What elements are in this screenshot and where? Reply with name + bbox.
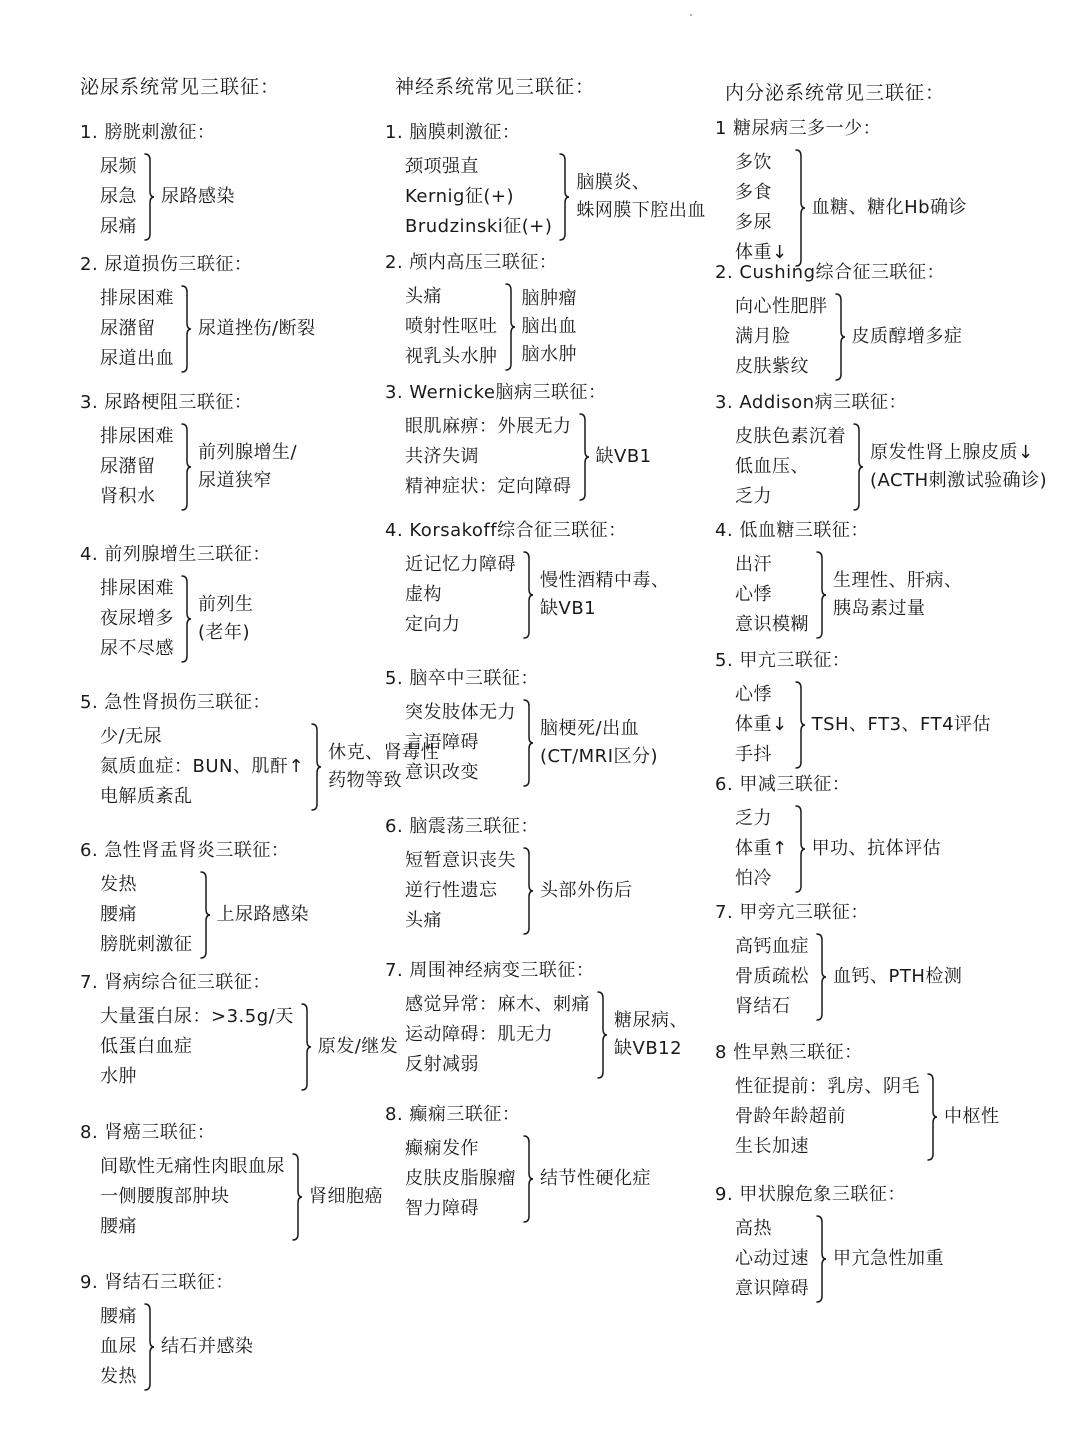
triad-body [735, 292, 963, 382]
triad-body [405, 550, 670, 640]
conclusion-line: 甲亢急性加重 [833, 1248, 944, 1269]
symptom-item: Brudzinski征(+) [405, 216, 553, 237]
triad-conclusion [309, 1183, 383, 1211]
triad-conclusion [833, 1245, 944, 1273]
triad-conclusion [833, 567, 963, 623]
column-heading: 神经系统常见三联征： [395, 76, 596, 98]
curly-brace [193, 870, 217, 960]
symptom-list [100, 722, 304, 812]
triad-conclusion [198, 315, 316, 343]
symptom-list [405, 412, 572, 502]
conclusion-line: 头部外伤后 [540, 880, 633, 901]
curly-brace [294, 1002, 318, 1092]
symptom-item: 少/无尿 [100, 726, 163, 747]
symptom-item: 精神症状：定向障碍 [405, 476, 572, 497]
triad-section [715, 258, 963, 382]
symptom-list [405, 1134, 516, 1224]
conclusion-line: 肾细胞癌 [309, 1186, 383, 1207]
conclusion-line: 缺VB1 [595, 446, 652, 467]
curly-brace [516, 698, 540, 788]
triad-section [80, 836, 309, 960]
triad-body [735, 148, 967, 268]
triad-section [385, 248, 577, 372]
symptom-item: 癫痫发作 [405, 1138, 479, 1159]
triad-title: 4. Korsakoff综合征三联征： [385, 520, 627, 541]
symptom-item: 视乳头水肿 [405, 346, 498, 367]
symptom-item: 头痛 [405, 910, 442, 931]
triad-section [80, 250, 316, 374]
triad-conclusion [198, 439, 297, 495]
symptom-item: 突发肢体无力 [405, 702, 516, 723]
triad-body [735, 1072, 1000, 1162]
curly-brace [137, 152, 161, 242]
triad-section [80, 1118, 383, 1242]
symptom-list [405, 990, 590, 1080]
symptom-list [735, 550, 809, 640]
conclusion-line: 脑梗死/出血 [540, 718, 640, 739]
symptom-item: 皮肤色素沉着 [735, 426, 846, 447]
symptom-item: 膀胱刺激征 [100, 934, 193, 955]
conclusion-line: 药物等致 [328, 770, 403, 791]
triad-section [385, 812, 633, 936]
symptom-item: 氮质血症：BUN、肌酐↑ [100, 756, 305, 777]
conclusion-line: 前列腺增生/ [198, 442, 298, 463]
triad-section [80, 118, 235, 242]
triad-body [735, 550, 963, 640]
triad-conclusion [540, 877, 633, 905]
symptom-item: 运动障碍：肌无力 [405, 1024, 553, 1045]
triad-title: 6. 急性肾盂肾炎三联征： [80, 840, 290, 861]
triad-section [80, 1268, 254, 1392]
triad-title: 5. 急性肾损伤三联征： [80, 692, 271, 713]
triad-conclusion [870, 439, 1047, 495]
symptom-item: 虚构 [405, 584, 442, 605]
symptom-item: 低蛋白血症 [100, 1036, 193, 1057]
triad-body [100, 1002, 398, 1092]
symptom-list [405, 152, 552, 242]
symptom-item: 尿不尽感 [100, 638, 174, 659]
conclusion-line: 原发/继发 [317, 1036, 399, 1057]
symptom-list [735, 292, 828, 382]
curly-brace [174, 422, 198, 512]
symptom-list [735, 1072, 920, 1162]
symptom-item: 骨质疏松 [735, 966, 809, 987]
triad-body [100, 870, 309, 960]
triad-section [385, 1100, 651, 1224]
conclusion-line: 脑膜炎、 [576, 172, 651, 193]
symptom-item: 电解质紊乱 [100, 786, 193, 807]
symptom-item: 颈项强直 [405, 156, 479, 177]
triad-body [405, 698, 658, 788]
symptom-item: 眼肌麻痹：外展无力 [405, 416, 572, 437]
conclusion-line: 血糖、糖化Hb确诊 [811, 197, 968, 218]
symptom-item: 乏力 [735, 486, 772, 507]
triad-body [735, 422, 1047, 512]
triad-title: 4. 前列腺增生三联征： [80, 544, 271, 565]
conclusion-line: 糖尿病、 [614, 1010, 688, 1031]
symptom-item: 智力障碍 [405, 1198, 479, 1219]
conclusion-line: 缺VB1 [540, 598, 597, 619]
symptom-item: 反射减弱 [405, 1054, 479, 1075]
triad-conclusion [540, 715, 658, 771]
symptom-item: 间歇性无痛性肉眼血尿 [100, 1156, 285, 1177]
triad-title: 4. 低血糖三联征： [715, 520, 869, 541]
triad-title: 7. 周围神经病变三联征： [385, 960, 595, 981]
symptom-item: 发热 [100, 874, 137, 895]
symptom-item: 尿潴留 [100, 318, 156, 339]
symptom-item: 发热 [100, 1366, 137, 1387]
symptom-item: 怕冷 [735, 868, 772, 889]
conclusion-line: 缺VB12 [614, 1038, 683, 1059]
triad-conclusion [576, 169, 706, 225]
conclusion-line: (ACTH刺激试验确诊) [870, 470, 1048, 491]
triad-body [405, 152, 706, 242]
triad-conclusion [217, 901, 310, 929]
triad-title: 6. 甲减三联征： [715, 774, 851, 795]
symptom-item: 高钙血症 [735, 936, 809, 957]
triad-conclusion [161, 1333, 254, 1361]
triad-section [715, 1180, 944, 1304]
triad-section [715, 114, 967, 268]
symptom-item: 意识障碍 [735, 1278, 809, 1299]
conclusion-line: 上尿路感染 [216, 904, 309, 925]
triad-section [80, 388, 297, 512]
symptom-item: 心悸 [735, 584, 772, 605]
triad-body [405, 990, 688, 1080]
symptom-list [735, 148, 788, 268]
triad-title: 1. 脑膜刺激征： [385, 122, 521, 143]
triad-conclusion [812, 194, 967, 222]
triad-section [385, 378, 652, 502]
triad-body [100, 574, 271, 664]
symptom-item: 尿痛 [100, 216, 137, 237]
conclusion-line: 前列生 [198, 594, 254, 615]
triad-title: 2. 尿道损伤三联征： [80, 254, 253, 275]
symptom-item: 多食 [735, 182, 772, 203]
triad-section [715, 770, 941, 894]
curly-brace [809, 932, 833, 1022]
triad-title: 2. 颅内高压三联征： [385, 252, 558, 273]
symptom-item: 排尿困难 [100, 426, 174, 447]
conclusion-line: 蛛网膜下腔出血 [576, 200, 706, 221]
symptom-item: 骨龄年龄超前 [735, 1106, 846, 1127]
triad-body [405, 1134, 651, 1224]
curly-brace [552, 152, 576, 242]
curly-brace [516, 550, 540, 640]
symptom-list [405, 846, 516, 936]
triad-conclusion [812, 711, 991, 739]
symptom-list [735, 1214, 809, 1304]
column-heading: 泌尿系统常见三联征： [80, 76, 281, 98]
triad-section [80, 968, 398, 1092]
triad-title: 3. 尿路梗阻三联征： [80, 392, 253, 413]
symptom-item: 近记忆力障碍 [405, 554, 516, 575]
curly-brace [174, 574, 198, 664]
triad-section [715, 516, 963, 640]
triad-title: 7. 甲旁亢三联征： [715, 902, 869, 923]
symptom-item: 生长加速 [735, 1136, 809, 1157]
symptom-item: 手抖 [735, 744, 772, 765]
conclusion-line: 生理性、肝病、 [833, 570, 963, 591]
symptom-item: 尿潴留 [100, 456, 156, 477]
triad-section [715, 646, 991, 770]
curly-brace [174, 284, 198, 374]
curly-brace [920, 1072, 944, 1162]
symptom-item: 意识模糊 [735, 614, 809, 635]
curly-brace [516, 1134, 540, 1224]
triad-conclusion [540, 567, 670, 623]
symptom-item: 低血压、 [735, 456, 809, 477]
symptom-item: 水肿 [100, 1066, 137, 1087]
curly-brace [304, 722, 328, 812]
triad-conclusion [833, 963, 962, 991]
conclusion-line: 休克、肾毒性 [328, 742, 440, 763]
triad-body [100, 152, 235, 242]
conclusion-line: 皮质醇增多症 [851, 326, 963, 347]
triad-section [715, 1038, 1000, 1162]
curly-brace [590, 990, 614, 1080]
triad-section [385, 516, 670, 640]
symptom-item: 多饮 [735, 152, 772, 173]
symptom-item: 高热 [735, 1218, 772, 1239]
triad-title: 8 性早熟三联征： [715, 1042, 863, 1063]
triad-body [100, 1302, 254, 1392]
conclusion-line: 胰岛素过量 [833, 598, 926, 619]
triad-conclusion [812, 835, 942, 863]
triad-title: 1. 膀胱刺激征： [80, 122, 216, 143]
symptom-list [100, 870, 193, 960]
symptom-item: 腰痛 [100, 1306, 137, 1327]
symptom-item: 心动过速 [735, 1248, 809, 1269]
symptom-item: 体重↑ [735, 838, 788, 859]
triad-title: 2. Cushing综合征三联征： [715, 262, 945, 283]
symptom-item: 体重↓ [735, 714, 788, 735]
symptom-list [100, 422, 174, 512]
symptom-list [100, 1002, 294, 1092]
symptom-item: 意识改变 [405, 762, 479, 783]
triad-title: 9. 肾结石三联征： [80, 1272, 234, 1293]
curly-brace [828, 292, 852, 382]
triad-section [385, 118, 706, 242]
triad-title: 5. 甲亢三联征： [715, 650, 851, 671]
symptom-item: 肾结石 [735, 996, 791, 1017]
symptom-item: 尿急 [100, 186, 137, 207]
triad-body [100, 1152, 383, 1242]
symptom-item: 体重↓ [735, 242, 788, 263]
triad-section [385, 664, 658, 788]
symptom-item: 夜尿增多 [100, 608, 174, 629]
symptom-list [735, 932, 809, 1022]
conclusion-line: TSH、FT3、FT4评估 [811, 714, 992, 735]
symptom-item: 排尿困难 [100, 288, 174, 309]
symptom-list [735, 680, 788, 770]
curly-brace [788, 148, 812, 268]
curly-brace [516, 846, 540, 936]
triad-title: 8. 癫痫三联征： [385, 1104, 521, 1125]
triad-body [405, 282, 577, 372]
symptom-list [405, 282, 498, 372]
symptom-item: 皮肤紫纹 [735, 356, 809, 377]
symptom-item: 满月脸 [735, 326, 791, 347]
triad-title: 3. Wernicke脑病三联征： [385, 382, 607, 403]
paper-speck [690, 14, 692, 16]
triad-conclusion [540, 1165, 651, 1193]
triad-section [715, 898, 962, 1022]
curly-brace [498, 282, 522, 372]
symptom-list [100, 1302, 137, 1392]
triad-body [735, 804, 941, 894]
conclusion-line: 中枢性 [944, 1106, 1000, 1127]
symptom-item: 短暂意识丧失 [405, 850, 516, 871]
symptom-item: 性征提前：乳房、阴毛 [735, 1076, 920, 1097]
triad-title: 5. 脑卒中三联征： [385, 668, 539, 689]
symptom-item: 一侧腰腹部肿块 [100, 1186, 230, 1207]
conclusion-line: 尿道狭窄 [198, 470, 272, 491]
symptom-item: 大量蛋白尿：>3.5g/天 [100, 1006, 294, 1027]
triad-conclusion [596, 443, 652, 471]
symptom-item: 乏力 [735, 808, 772, 829]
triad-body [405, 846, 633, 936]
triad-body [735, 680, 991, 770]
symptom-list [100, 574, 174, 664]
conclusion-line: 原发性肾上腺皮质↓ [870, 442, 1034, 463]
conclusion-line: 甲功、抗体评估 [811, 838, 942, 859]
symptom-item: 喷射性呕吐 [405, 316, 498, 337]
symptom-item: 向心性肥胖 [735, 296, 828, 317]
triad-conclusion [161, 183, 235, 211]
conclusion-line: (CT/MRI区分) [540, 746, 659, 767]
conclusion-line: 血钙、PTH检测 [833, 966, 963, 987]
triad-body [735, 932, 962, 1022]
triad-title: 8. 肾癌三联征： [80, 1122, 216, 1143]
symptom-list [405, 550, 516, 640]
curly-brace [809, 1214, 833, 1304]
symptom-list [735, 804, 788, 894]
conclusion-line: 脑出血 [521, 316, 577, 337]
triad-section [385, 956, 688, 1080]
symptom-item: 血尿 [100, 1336, 137, 1357]
symptom-item: 出汗 [735, 554, 772, 575]
triad-title: 9. 甲状腺危象三联征： [715, 1184, 906, 1205]
column-heading: 内分泌系统常见三联征： [725, 82, 946, 104]
triad-section [715, 388, 1047, 512]
symptom-item: 言语障碍 [405, 732, 479, 753]
symptom-item: Kernig征(+) [405, 186, 515, 207]
conclusion-line: 脑肿瘤 [521, 288, 577, 309]
symptom-list [405, 698, 516, 788]
symptom-list [100, 1152, 285, 1242]
symptom-item: 腰痛 [100, 904, 137, 925]
symptom-item: 逆行性遗忘 [405, 880, 498, 901]
conclusion-line: 尿道挫伤/断裂 [198, 318, 316, 339]
symptom-item: 定向力 [405, 614, 461, 635]
curly-brace [788, 804, 812, 894]
symptom-list [735, 422, 846, 512]
triad-title: 6. 脑震荡三联征： [385, 816, 539, 837]
symptom-item: 心悸 [735, 684, 772, 705]
triad-body [405, 412, 652, 502]
triad-title: 7. 肾病综合征三联征： [80, 972, 271, 993]
symptom-item: 尿道出血 [100, 348, 174, 369]
triad-body [100, 422, 297, 512]
symptom-item: 共济失调 [405, 446, 479, 467]
triad-conclusion [852, 323, 963, 351]
symptom-item: 多尿 [735, 212, 772, 233]
symptom-item: 排尿困难 [100, 578, 174, 599]
symptom-item: 腰痛 [100, 1216, 137, 1237]
curly-brace [137, 1302, 161, 1392]
symptom-item: 头痛 [405, 286, 442, 307]
triad-body [100, 284, 316, 374]
curly-brace [572, 412, 596, 502]
curly-brace [809, 550, 833, 640]
curly-brace [285, 1152, 309, 1242]
triad-conclusion [198, 591, 254, 647]
symptom-item: 肾积水 [100, 486, 156, 507]
conclusion-line: 脑水肿 [521, 344, 577, 365]
conclusion-line: (老年) [198, 622, 251, 643]
triad-conclusion [944, 1103, 1000, 1131]
triad-section [80, 540, 271, 664]
triad-conclusion [522, 285, 578, 369]
symptom-item: 皮肤皮脂腺瘤 [405, 1168, 516, 1189]
triad-body [735, 1214, 944, 1304]
triad-title: 1 糖尿病三多一少： [715, 118, 882, 139]
conclusion-line: 结节性硬化症 [540, 1168, 651, 1189]
symptom-item: 感觉异常：麻木、刺痛 [405, 994, 590, 1015]
triad-conclusion [614, 1007, 688, 1063]
conclusion-line: 慢性酒精中毒、 [540, 570, 670, 591]
symptom-list [100, 152, 137, 242]
conclusion-line: 尿路感染 [161, 186, 235, 207]
curly-brace [846, 422, 870, 512]
curly-brace [788, 680, 812, 770]
symptom-item: 尿频 [100, 156, 137, 177]
conclusion-line: 结石并感染 [161, 1336, 254, 1357]
symptom-list [100, 284, 174, 374]
triad-title: 3. Addison病三联征： [715, 392, 908, 413]
